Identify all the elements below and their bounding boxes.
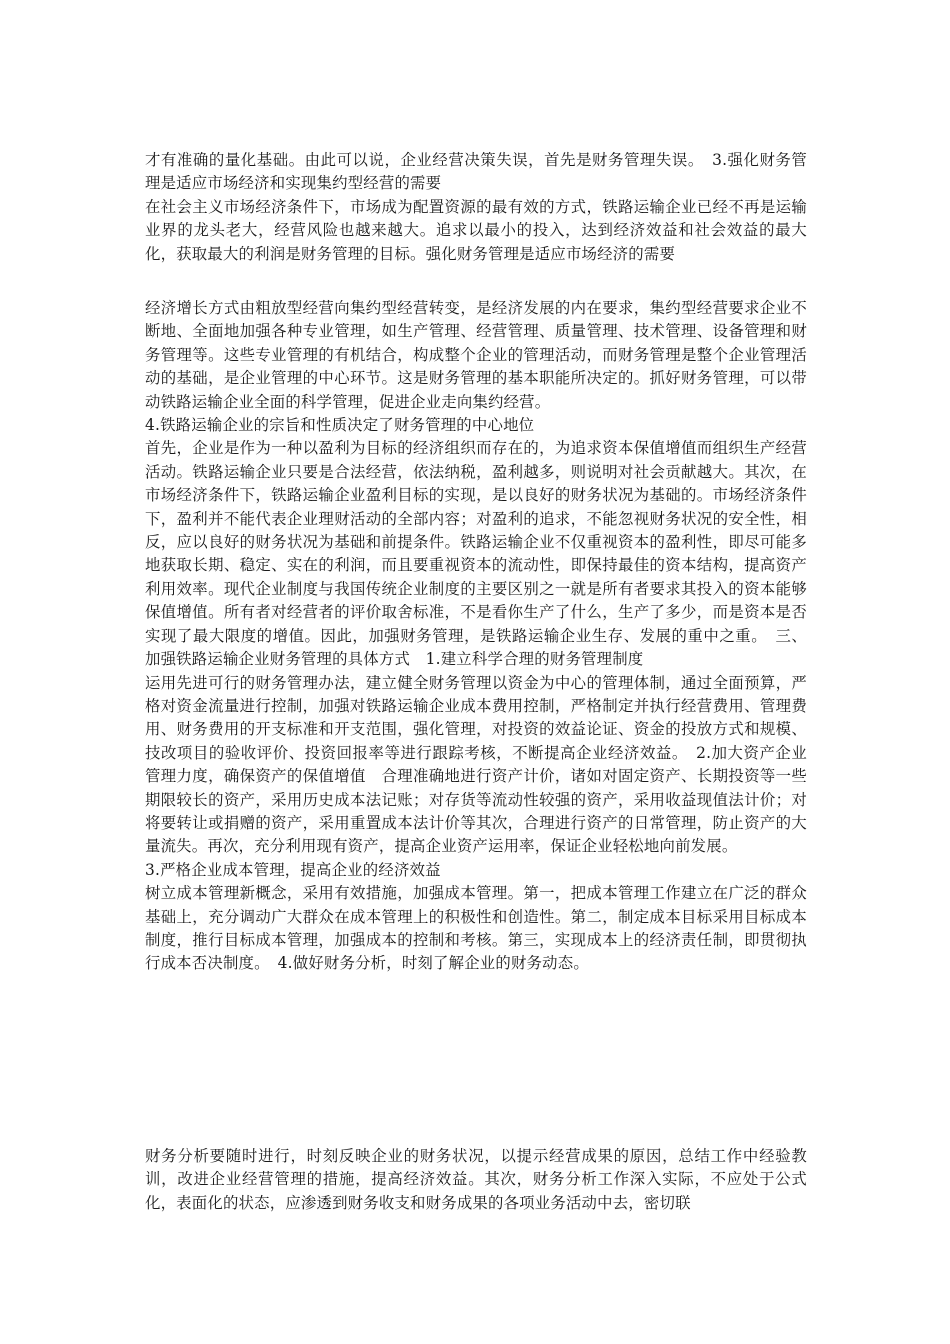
paragraph: 首先，企业是作为一种以盈利为目标的经济组织而存在的，为追求资本保值增值而组织生产经营活动。铁路运输企业只要是合法经营，依法纳税，盈利越多，则说明对社会贡献越大。其次，在市场经济条件下，铁路运输企业盈利目标的实现，是以良好的财务状况为基础的。市场经济条件下，盈利并不能代表企业理财活动的全部内容；对盈利的追求，不能忽视财务状况的安全性，相反，应以良好的财务状况为基础和前提条件。铁路运输企业不仅重视资本的盈利性，即尽可能多地获取长期、稳定、实在的利润，而且要重视资本的流动性，即保持最佳的资本结构，提高资产利用效率。现代企业制度与我国传统企业制度的主要区别之一就是所有者要求其投入的资本能够保值增值。所有者对经营者的评价取舍标准，不是看你生产了什么，生产了多少，而是资本是否实现了最大限度的增值。因此，加强财务管理，是铁路运输企业生存、发展的重中之重。 三、加强铁路运输企业财务管理的具体方式 1.建立科学合理的财务管理制度 [145, 439, 807, 669]
text-section-middle [145, 297, 807, 976]
section-heading: 3.严格企业成本管理，提高企业的经济效益 [145, 860, 441, 879]
text-section-top [145, 149, 807, 266]
paragraph: 树立成本管理新概念，采用有效措施，加强成本管理。第一，把成本管理工作建立在广泛的群众基础上，充分调动广大群众在成本管理上的积极性和创造性。第二，制定成本目标采用目标成本制度，推行目标成本管理，加强成本的控制和考核。第三，实现成本上的经济责任制，即贯彻执行成本否决制度。 4.做好财务分析，时刻了解企业的财务动态。 [145, 884, 807, 973]
paragraph: 才有准确的量化基础。由此可以说，企业经营决策失误，首先是财务管理失误。 3.强化财务管理是适应市场经济和实现集约型经营的需要 [145, 151, 807, 193]
paragraph: 在社会主义市场经济条件下，市场成为配置资源的最有效的方式，铁路运输企业已经不再是运输业界的龙头老大，经营风险也越来越大。追求以最小的投入，达到经济效益和社会效益的最大化，获取最大的利润是财务管理的目标。强化财务管理是适应市场经济的需要 [145, 197, 807, 263]
paragraph: 财务分析要随时进行，时刻反映企业的财务状况，以提示经营成果的原因，总结工作中经验教训，改进企业经营管理的措施，提高经济效益。其次，财务分析工作深入实际，不应处于公式化，表面化的状态，应渗透到财务收支和财务成果的各项业务活动中去，密切联 [145, 1147, 807, 1212]
paragraph: 经济增长方式由粗放型经营向集约型经营转变，是经济发展的内在要求，集约型经营要求企业不断地、全面地加强各种专业管理，如生产管理、经营管理、质量管理、技术管理、设备管理和财务管理等。这些专业管理的有机结合，构成整个企业的管理活动，而财务管理是整个企业管理活动的基础，是企业管理的中心环节。这是财务管理的基本职能所决定的。抓好财务管理，可以带动铁路运输企业全面的科学管理，促进企业走向集约经营。 [145, 299, 807, 411]
paragraph: 运用先进可行的财务管理办法，建立健全财务管理以资金为中心的管理体制，通过全面预算，严格对资金流量进行控制，加强对铁路运输企业成本费用控制，严格制定并执行经营费用、管理费用、财务费用的开支标准和开支范围，强化管理，对投资的效益论证、资金的投放方式和规模、技改项目的验收评价、投资回报率等进行跟踪考核，不断提高企业经济效益。 2.加大资产企业管理力度，确保资产的保值增值 合理准确地进行资产计价，诸如对固定资产、长期投资等一些期限较长的资产，采用历史成本法记账；对存货等流动性较强的资产，采用收益现值法计价；对将要转让或捐赠的资产，采用重置成本法计价等其次，合理进行资产的日常管理，防止资产的大量流失。再次，充分利用现有资产，提高企业资产运用率，保证企业轻松地向前发展。 [145, 673, 807, 856]
text-section-bottom [145, 1145, 807, 1215]
section-heading: 4.铁路运输企业的宗旨和性质决定了财务管理的中心地位 [145, 416, 535, 435]
